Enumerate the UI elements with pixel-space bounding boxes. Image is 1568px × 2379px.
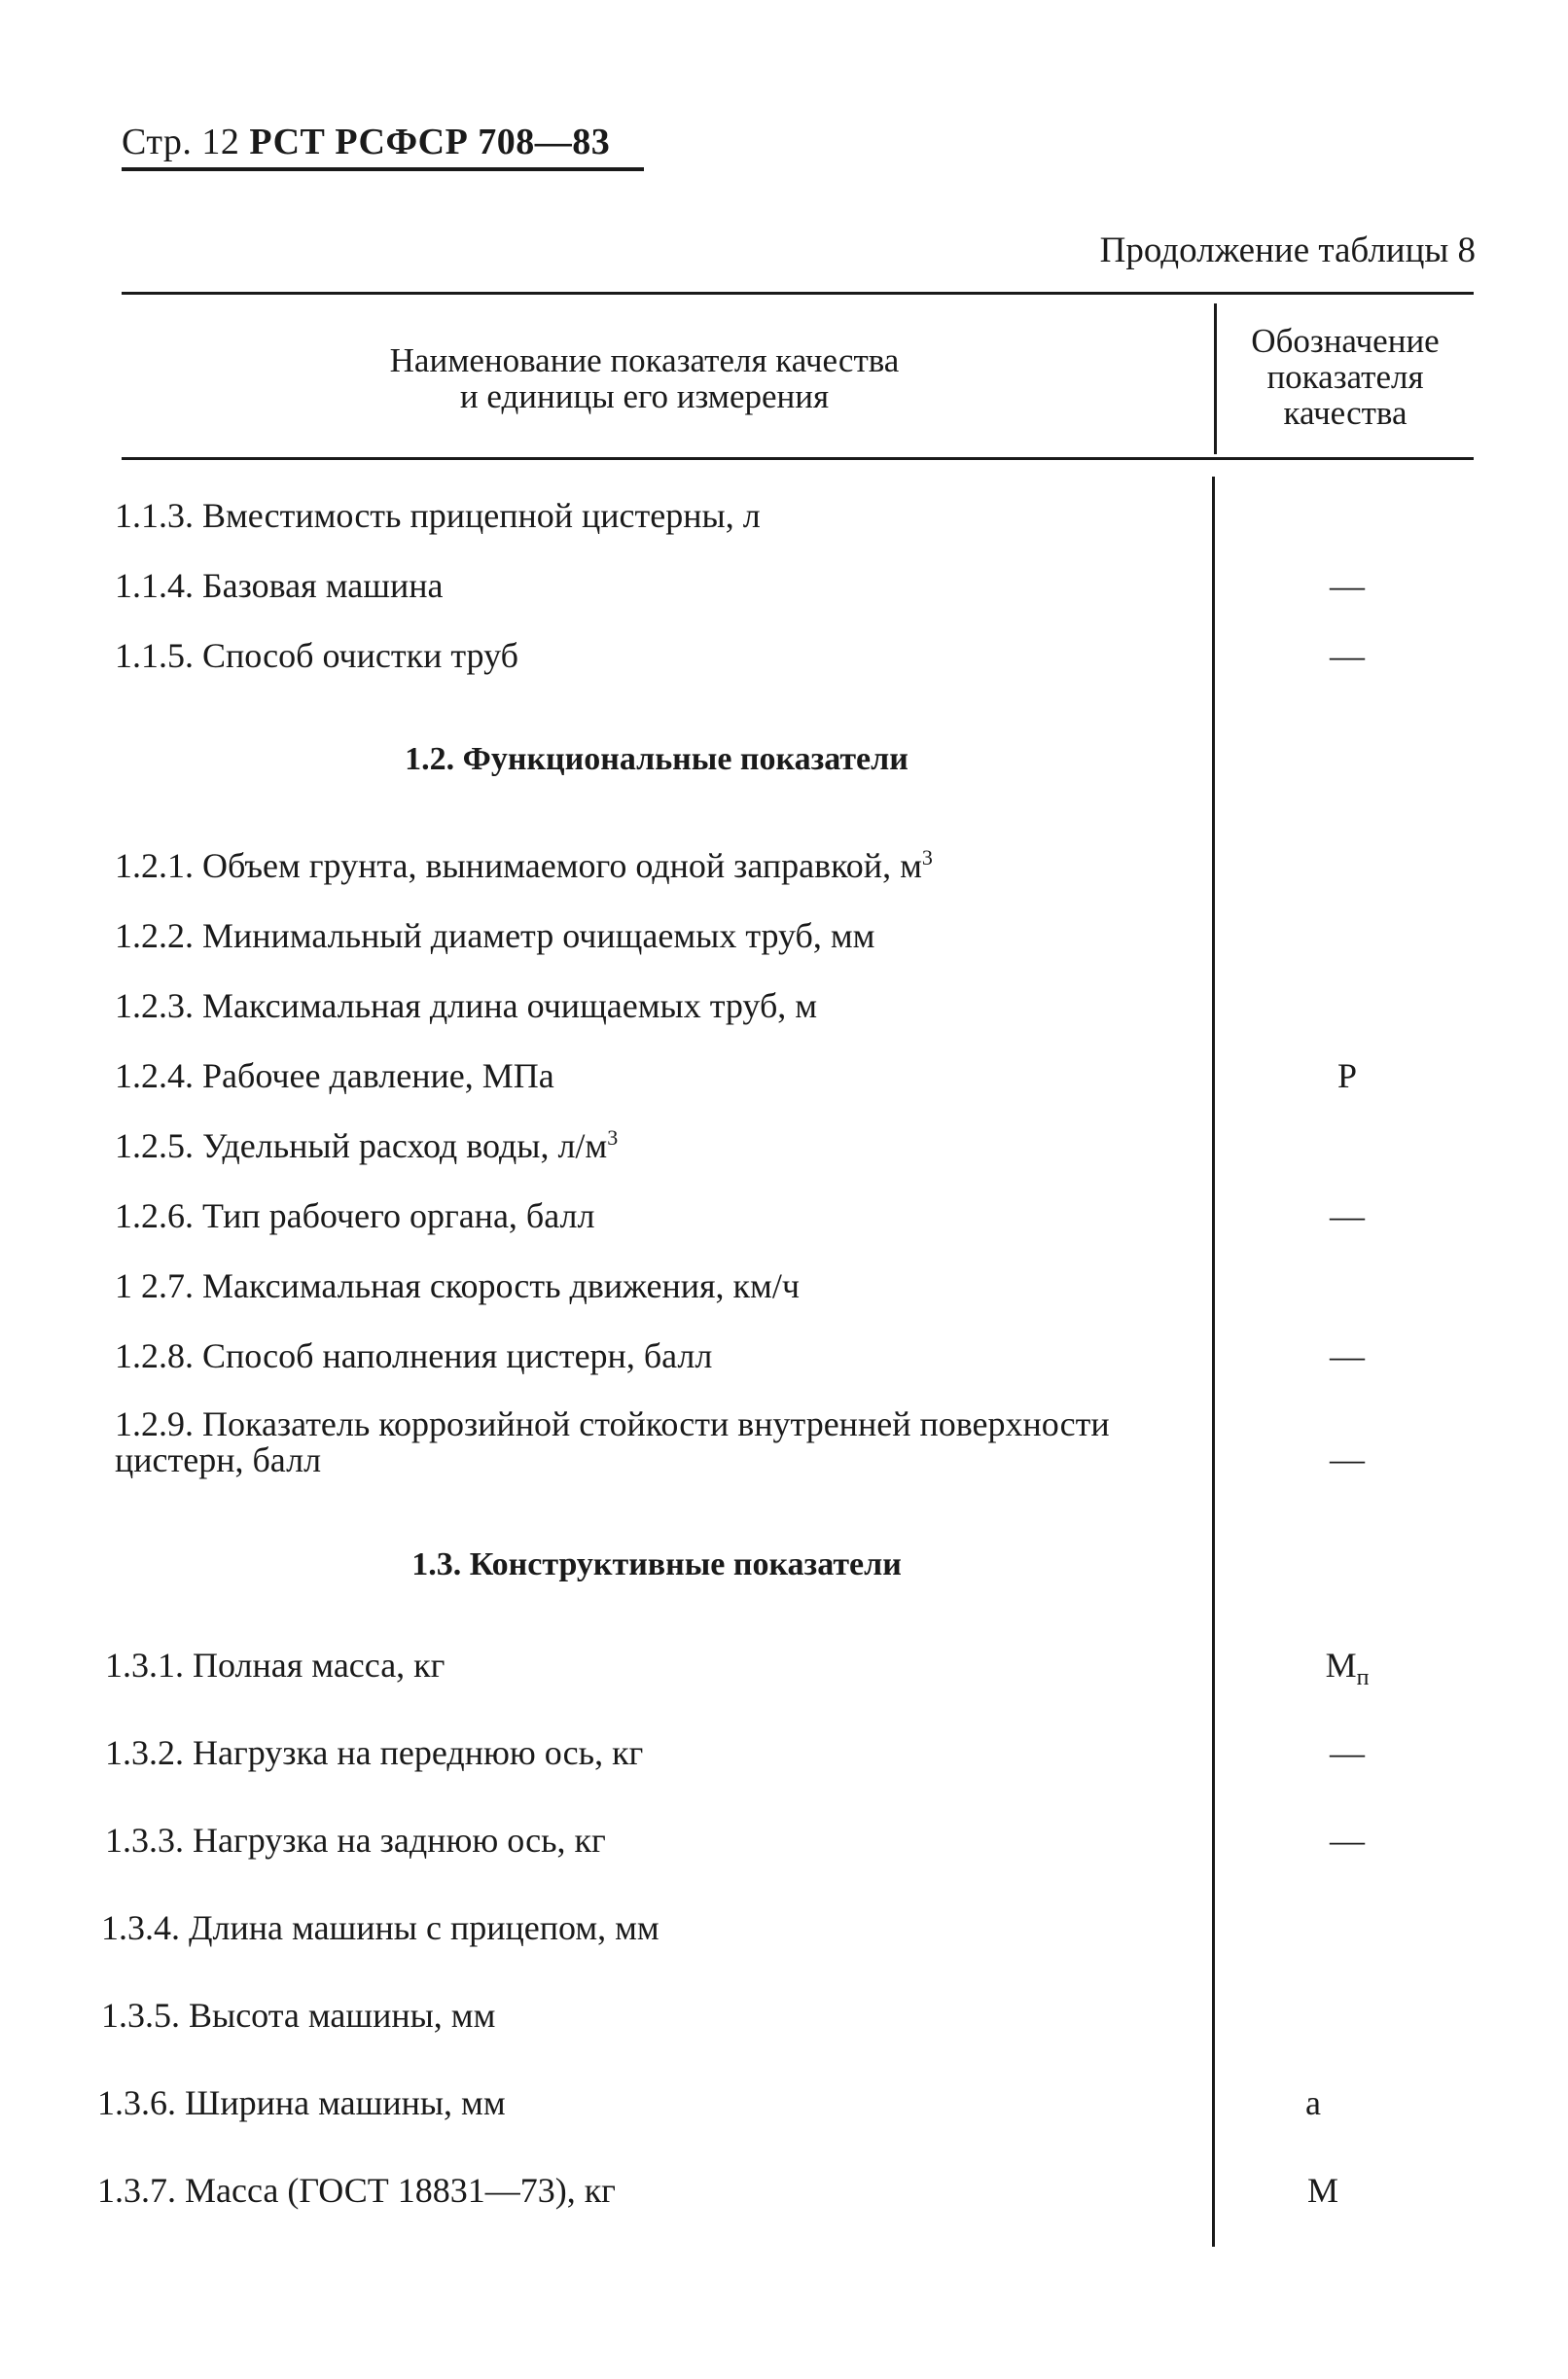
table-row — [115, 498, 761, 534]
table-row — [115, 988, 817, 1024]
col-header-name-line2: и единицы его измерения — [459, 377, 830, 415]
col-header-symbol-line1: Обозначение — [1251, 322, 1440, 360]
header-column-divider — [1214, 303, 1217, 454]
row-text: Рабочее давление, МПа — [202, 1056, 554, 1095]
table-row — [115, 1338, 712, 1374]
row-text: Способ очистки труб — [202, 636, 518, 675]
body-column-divider — [1212, 477, 1215, 2247]
row-symbol: — — [1330, 1336, 1365, 1375]
col-header-name — [122, 342, 1167, 414]
table-row — [97, 2173, 616, 2209]
row-text — [202, 845, 933, 885]
row-text: Базовая машина — [202, 566, 444, 605]
row-number: 1.2.4. — [115, 1056, 194, 1095]
row-text: Максимальная скорость движения, км/ч — [202, 1266, 800, 1305]
row-text: Минимальный диаметр очищаемых труб, мм — [202, 916, 875, 955]
row-symbol: — — [1330, 566, 1365, 605]
row-number: 1.3.4. — [101, 1908, 180, 1947]
row-text-main: Объем грунта, вынимаемого одной заправкой, м — [202, 846, 922, 885]
row-text: Нагрузка на переднюю ось, кг — [193, 1733, 644, 1772]
row-symbol: — — [1330, 1733, 1365, 1772]
row-number: 1.2.9. — [115, 1404, 194, 1443]
table-continuation-label: Продолжение таблицы 8 — [1099, 231, 1476, 270]
row-symbol: — — [1330, 1439, 1365, 1478]
row-number: 1.3.3. — [105, 1821, 184, 1860]
table-row — [115, 1058, 554, 1094]
subscript: п — [1356, 1665, 1370, 1691]
table-row — [115, 1268, 800, 1304]
row-symbol — [1255, 1646, 1440, 1691]
table-row — [115, 1406, 1165, 1478]
section-heading-functional: 1.2. Функциональные показатели — [405, 741, 909, 777]
page-number: Стр. 12 — [122, 122, 240, 162]
col-header-symbol — [1218, 323, 1473, 431]
row-text: Полная масса, кг — [193, 1646, 445, 1685]
col-header-symbol-line3: качества — [1283, 394, 1408, 432]
row-symbol: — — [1330, 1196, 1365, 1235]
row-text-main: Удельный расход воды, л/м — [202, 1126, 608, 1165]
row-number: 1.2.3. — [115, 986, 194, 1025]
table-header-rule — [122, 457, 1474, 460]
page-header — [122, 121, 610, 163]
row-text: Нагрузка на заднюю ось, кг — [193, 1821, 606, 1860]
table-row — [115, 1198, 594, 1234]
row-number: 1.2.8. — [115, 1336, 194, 1375]
superscript: 3 — [921, 845, 933, 870]
table-row — [115, 568, 443, 604]
table-row — [105, 1735, 643, 1771]
row-number: 1.1.3. — [115, 496, 194, 535]
row-number: 1.3.2. — [105, 1733, 184, 1772]
table-row — [105, 1648, 445, 1684]
row-text — [202, 1125, 619, 1165]
row-number: 1.2.1. — [115, 846, 194, 885]
table-row — [97, 2085, 506, 2121]
header-underline — [122, 167, 644, 171]
col-header-symbol-line2: показателя — [1266, 358, 1424, 396]
row-number: 1.3.1. — [105, 1646, 184, 1685]
row-number: 1.3.6. — [97, 2083, 176, 2122]
row-symbol: a — [1305, 2083, 1321, 2122]
row-number: 1.1.5. — [115, 636, 194, 675]
row-symbol: M — [1306, 2171, 1338, 2210]
row-text: Способ наполнения цистерн, балл — [202, 1336, 713, 1375]
row-symbol: — — [1330, 1821, 1365, 1860]
table-row — [101, 1910, 659, 1946]
row-text: Ширина машины, мм — [185, 2083, 506, 2122]
table-row — [115, 918, 874, 954]
table-row — [101, 1998, 495, 2034]
table-top-rule — [122, 292, 1474, 295]
row-text: Тип рабочего органа, балл — [202, 1196, 595, 1235]
row-text: Масса (ГОСТ 18831—73), кг — [185, 2171, 616, 2210]
row-number: 1.2.6. — [115, 1196, 194, 1235]
row-symbol: P — [1336, 1056, 1358, 1095]
symbol-main: M — [1325, 1646, 1357, 1685]
row-symbol: — — [1330, 636, 1365, 675]
table-row — [115, 638, 518, 674]
row-text: Высота машины, мм — [189, 1996, 496, 2035]
row-text: Длина машины с прицепом, мм — [189, 1908, 659, 1947]
row-number: 1.2.5. — [115, 1126, 194, 1165]
row-number: 1.3.5. — [101, 1996, 180, 2035]
section-heading-constructive: 1.3. Конструктивные показатели — [411, 1546, 902, 1582]
row-text: Вместимость прицепной цистерны, л — [202, 496, 761, 535]
row-number: 1 2.7. — [115, 1266, 194, 1305]
table-row — [105, 1823, 606, 1859]
row-number: 1.1.4. — [115, 566, 194, 605]
row-text: Показатель коррозийной стойкости внутренней поверхности цистерн, балл — [115, 1404, 1110, 1479]
table-row — [115, 845, 933, 885]
row-text: Максимальная длина очищаемых труб, м — [202, 986, 818, 1025]
superscript: 3 — [607, 1125, 619, 1150]
row-number: 1.3.7. — [97, 2171, 176, 2210]
standard-code: РСТ РСФСР 708—83 — [249, 122, 611, 162]
table-row — [115, 1125, 619, 1165]
row-number: 1.2.2. — [115, 916, 194, 955]
col-header-name-line1: Наименование показателя качества — [389, 341, 900, 379]
